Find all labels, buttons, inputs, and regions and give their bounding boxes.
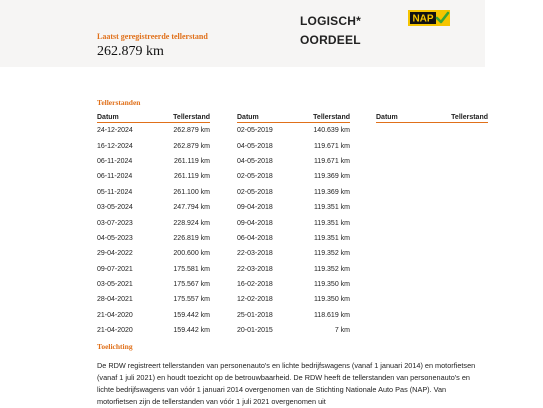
table-row [237,246,350,261]
reading-value: 228.924 km [173,219,210,227]
col-date-header: Datum [376,114,398,121]
reading-value: 175.557 km [173,296,210,304]
reading-date: 04-05-2018 [237,157,273,165]
reading-value: 119.369 km [313,173,350,181]
table-row [97,246,210,261]
reading-date: 20-01-2015 [237,327,273,335]
col-date-header: Datum [237,114,259,121]
reading-date: 21-04-2020 [97,311,133,319]
reading-date: 21-04-2020 [97,327,133,335]
reading-value: 119.350 km [313,296,350,304]
reading-value: 247.794 km [173,204,210,212]
readings-title: Tellerstanden [97,98,141,107]
reading-value: 119.350 km [313,281,350,289]
table-row [97,308,210,323]
table-row [237,123,350,138]
table-row [237,231,350,246]
reading-value: 119.351 km [313,234,350,242]
reading-date: 09-04-2018 [237,219,273,227]
reading-date: 02-05-2018 [237,173,273,181]
table-row [237,138,350,153]
reading-value: 119.671 km [313,157,350,165]
reading-date: 03-05-2021 [97,281,133,289]
table-row [97,215,210,230]
reading-date: 16-12-2024 [97,142,133,150]
reading-value: 159.442 km [173,327,210,335]
reading-date: 24-12-2024 [97,127,133,135]
reading-date: 06-11-2024 [97,157,133,165]
table-row [237,215,350,230]
table-row [97,277,210,292]
table-header [376,112,488,123]
table-rows [97,123,210,338]
reading-value: 175.567 km [173,281,210,289]
col-reading-header: Tellerstand [313,114,350,121]
table-row [97,231,210,246]
reading-value: 140.639 km [313,127,350,135]
reading-date: 03-07-2023 [97,219,133,227]
header-band [0,0,485,67]
reading-value: 200.600 km [173,250,210,258]
reading-date: 25-01-2018 [237,311,273,319]
table-row [97,292,210,307]
nap-logo-text: NAP [412,13,434,25]
reading-value: 119.352 km [313,265,350,273]
reading-value: 226.819 km [173,234,210,242]
reading-value: 262.879 km [173,142,210,150]
verdict-line-2: OORDEEL [300,33,361,47]
last-reading-label: Laatst geregistreerde tellerstand [97,32,208,41]
table-row [97,185,210,200]
explanation-text-block [97,360,487,408]
readings-column-2 [237,112,350,338]
reading-date: 05-11-2024 [97,188,133,196]
table-row [237,200,350,215]
table-row [237,169,350,184]
reading-value: 119.369 km [313,188,350,196]
readings-column-1 [97,112,210,338]
table-row [97,169,210,184]
reading-value: 7 km [334,327,350,335]
readings-column-3 [376,112,488,123]
reading-value: 118.619 km [313,311,350,319]
reading-value: 119.352 km [313,250,350,258]
explanation-text: De RDW registreert tellerstanden van personenauto's en lichte bedrijfswagens (vanaf 1 januari 2014) en motorfietsen (vanaf 1 juli 2021) en houdt toezicht op de betrouwbaarheid. De RDW heeft de tellerstanden van personenauto's en lichte bedrijfswagens van vóór 1 januari 2014 overgenomen van de Stichting Nationale Auto Pas (NAP). Van motorfietsen zijn de tellerstanden van vóór 1 juli 2021 overgenomen uit [97,361,476,406]
reading-date: 06-11-2024 [97,173,133,181]
reading-date: 29-04-2022 [97,250,133,258]
table-row [237,292,350,307]
reading-date: 06-04-2018 [237,234,273,242]
reading-date: 12-02-2018 [237,296,273,304]
table-row [97,200,210,215]
table-row [237,308,350,323]
table-row [97,323,210,338]
table-row [97,262,210,277]
reading-date: 04-05-2023 [97,234,133,242]
reading-value: 175.581 km [173,265,210,273]
reading-date: 03-05-2024 [97,204,133,212]
col-date-header: Datum [97,114,119,121]
table-rows [237,123,350,338]
col-reading-header: Tellerstand [173,114,210,121]
reading-value: 119.351 km [313,204,350,212]
reading-date: 04-05-2018 [237,142,273,150]
table-header [97,112,210,123]
col-reading-header: Tellerstand [451,114,488,121]
reading-value: 261.100 km [173,188,210,196]
reading-date: 22-03-2018 [237,250,273,258]
reading-date: 22-03-2018 [237,265,273,273]
table-row [97,138,210,153]
reading-date: 02-05-2018 [237,188,273,196]
table-row [237,262,350,277]
table-header [237,112,350,123]
reading-value: 262.879 km [173,127,210,135]
reading-date: 02-05-2019 [237,127,273,135]
reading-value: 261.119 km [173,157,210,165]
table-row [237,154,350,169]
reading-value: 159.442 km [173,311,210,319]
verdict-line-1: LOGISCH* [300,14,361,28]
table-row [97,154,210,169]
table-row [237,185,350,200]
reading-value: 261.119 km [173,173,210,181]
reading-date: 16-02-2018 [237,281,273,289]
reading-date: 09-07-2021 [97,265,133,273]
table-row [97,123,210,138]
verdict-title [300,12,361,50]
table-row [237,323,350,338]
reading-value: 119.351 km [313,219,350,227]
reading-value: 119.671 km [313,142,350,150]
table-row [237,277,350,292]
reading-date: 28-04-2021 [97,296,133,304]
nap-logo [408,10,450,26]
reading-date: 09-04-2018 [237,204,273,212]
last-reading-value: 262.879 km [97,44,164,59]
explanation-title: Toelichting [97,342,133,351]
